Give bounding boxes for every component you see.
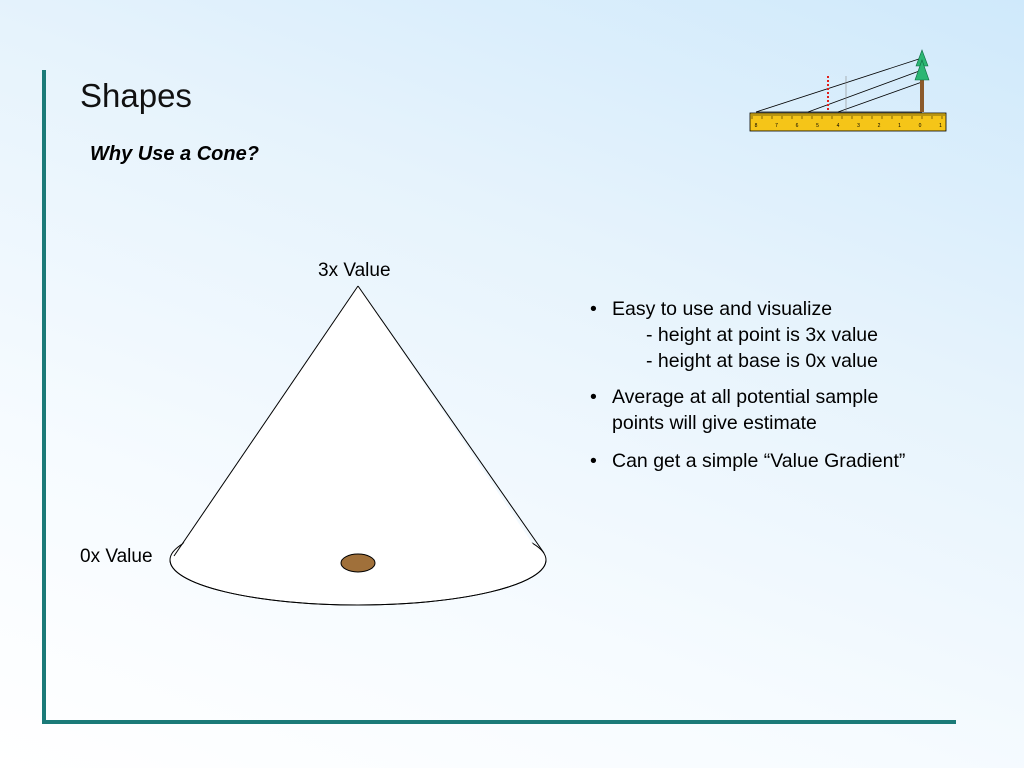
ruler-number: 2 [877, 123, 881, 129]
bullet-text: Easy to use and visualize [612, 298, 833, 320]
cone-top-label: 3x Value [318, 260, 391, 281]
ruler-number: 6 [795, 123, 799, 129]
cone-base-label: 0x Value [80, 546, 153, 567]
cone-body [177, 286, 539, 553]
bullet-subtext: - height at base is 0x value [646, 350, 878, 372]
bullet-item [590, 384, 1010, 436]
ruler-tree-graphic [748, 48, 948, 136]
bullet-text: Average at all potential sample [612, 386, 879, 408]
slide-subtitle: Why Use a Cone? [90, 143, 259, 165]
bullet-subtext: - height at point is 3x value [646, 324, 878, 346]
sample-point [341, 554, 375, 572]
ruler-number: 1 [898, 123, 901, 129]
bullet-continuation: points will give estimate [612, 412, 817, 434]
bullet-text: Can get a simple “Value Gradient” [612, 450, 906, 472]
ruler-number: 1 [939, 123, 942, 129]
ruler-number: 7 [775, 123, 778, 129]
ruler-number: 8 [754, 123, 758, 129]
bullet-dot: • [590, 298, 597, 320]
ruler-number: 5 [816, 123, 819, 129]
bullet-dot: • [590, 450, 597, 472]
bullet-dot: • [590, 386, 597, 408]
ruler-number: 4 [836, 123, 840, 129]
bullet-item [590, 296, 1010, 374]
slide-title: Shapes [80, 77, 192, 114]
bullet-item [590, 448, 1010, 474]
bullet-list [590, 296, 1010, 474]
ruler-number: 3 [857, 123, 860, 129]
ruler-number: 0 [918, 123, 922, 129]
